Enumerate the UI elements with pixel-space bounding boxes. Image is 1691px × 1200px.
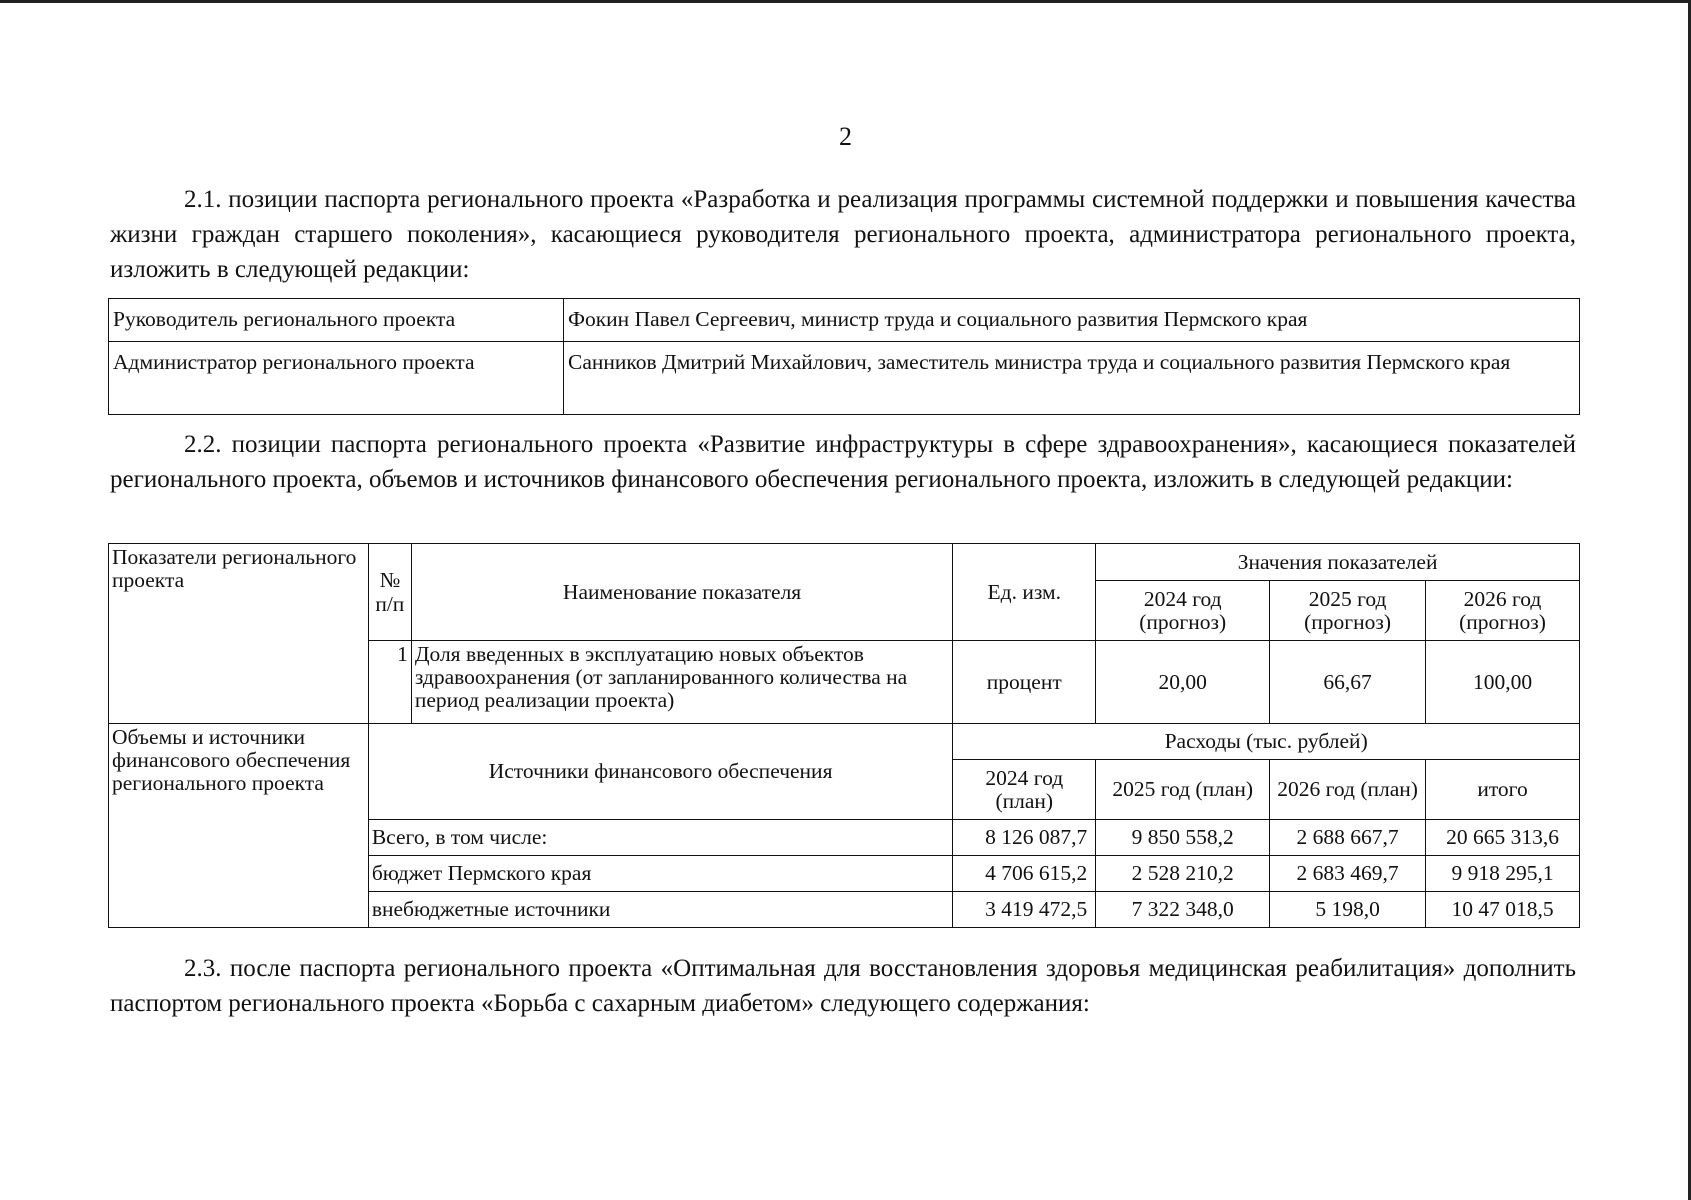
year-plan-2026: 2026 год (план) [1270, 760, 1426, 820]
paragraph-2-3: 2.3. после паспорта регионального проекта «Оптимальная для восстановления здоровья медицинская реабилитация» дополнить паспортом регионального проекта «Борьба с сахарным диабетом» следующего содержания: [110, 955, 1576, 1017]
page-number: 2 [839, 122, 852, 151]
finance-row-name: бюджет Пермского края [368, 856, 952, 892]
finance-row-name: Всего, в том числе: [368, 820, 952, 856]
finance-value: 4 706 615,2 [953, 856, 1096, 892]
total-header: итого [1426, 760, 1580, 820]
finance-value: 20 665 313,6 [1426, 820, 1580, 856]
unit-header: Ед. изм. [953, 544, 1096, 641]
row-label: Администратор регионального проекта [109, 342, 564, 415]
finance-label: Объемы и источники финансового обеспечения регионального проекта [109, 724, 369, 928]
year-forecast-2026: 2026 год (прогноз) [1426, 581, 1580, 641]
paragraph-2-1: 2.1. позиции паспорта регионального проекта «Разработка и реализация программы системной поддержки и повышения качества жизни граждан старшего поколения», касающиеся руководителя регионального проекта, администратора регионального проекта, изложить в следующей редакции: [110, 186, 1576, 283]
sources-header: Источники финансового обеспечения [368, 724, 952, 820]
expenses-header: Расходы (тыс. рублей) [953, 724, 1580, 760]
year-plan-2024: 2024 год (план) [953, 760, 1096, 820]
year-forecast-2024: 2024 год (прогноз) [1096, 581, 1270, 641]
table-row [109, 342, 1580, 415]
finance-value: 2 688 667,7 [1270, 820, 1426, 856]
table-row [109, 299, 1580, 342]
indicator-num: 1 [368, 641, 411, 724]
name-header: Наименование показателя [411, 544, 953, 641]
finance-value: 7 322 348,0 [1096, 892, 1270, 928]
indicator-value-2026: 100,00 [1426, 641, 1580, 724]
finance-value: 8 126 087,7 [953, 820, 1096, 856]
values-header: Значения показателей [1096, 544, 1580, 581]
year-plan-2025: 2025 год (план) [1096, 760, 1270, 820]
num-header: № п/п [368, 544, 411, 641]
row-value: Фокин Павел Сергеевич, министр труда и социального развития Пермского края [564, 299, 1580, 342]
finance-value: 9 918 295,1 [1426, 856, 1580, 892]
finance-value: 2 528 210,2 [1096, 856, 1270, 892]
finance-value: 10 47 018,5 [1426, 892, 1580, 928]
indicator-name: Доля введенных в эксплуатацию новых объектов здравоохранения (от запланированного количества на период реализации проекта) [411, 641, 953, 724]
finance-value: 3 419 472,5 [953, 892, 1096, 928]
year-forecast-2025: 2025 год (прогноз) [1270, 581, 1426, 641]
indicator-value-2024: 20,00 [1096, 641, 1270, 724]
indicator-value-2025: 66,67 [1270, 641, 1426, 724]
row-value: Санников Дмитрий Михайлович, заместитель министра труда и социального развития Пермского края [564, 342, 1580, 415]
indicators-label: Показатели регионального проекта [109, 544, 369, 724]
indicator-unit: процент [953, 641, 1096, 724]
finance-row-name: внебюджетные источники [368, 892, 952, 928]
finance-value: 9 850 558,2 [1096, 820, 1270, 856]
row-label: Руководитель регионального проекта [109, 299, 564, 342]
project-leaders-table [108, 298, 1580, 415]
paragraph-2-2: 2.2. позиции паспорта регионального проекта «Развитие инфраструктуры в сфере здравоохранения», касающиеся показателей регионального проекта, объемов и источников финансового обеспечения регионального проекта, изложить в следующей редакции: [110, 431, 1576, 493]
finance-value: 2 683 469,7 [1270, 856, 1426, 892]
finance-value: 5 198,0 [1270, 892, 1426, 928]
indicators-finance-table [108, 543, 1580, 928]
